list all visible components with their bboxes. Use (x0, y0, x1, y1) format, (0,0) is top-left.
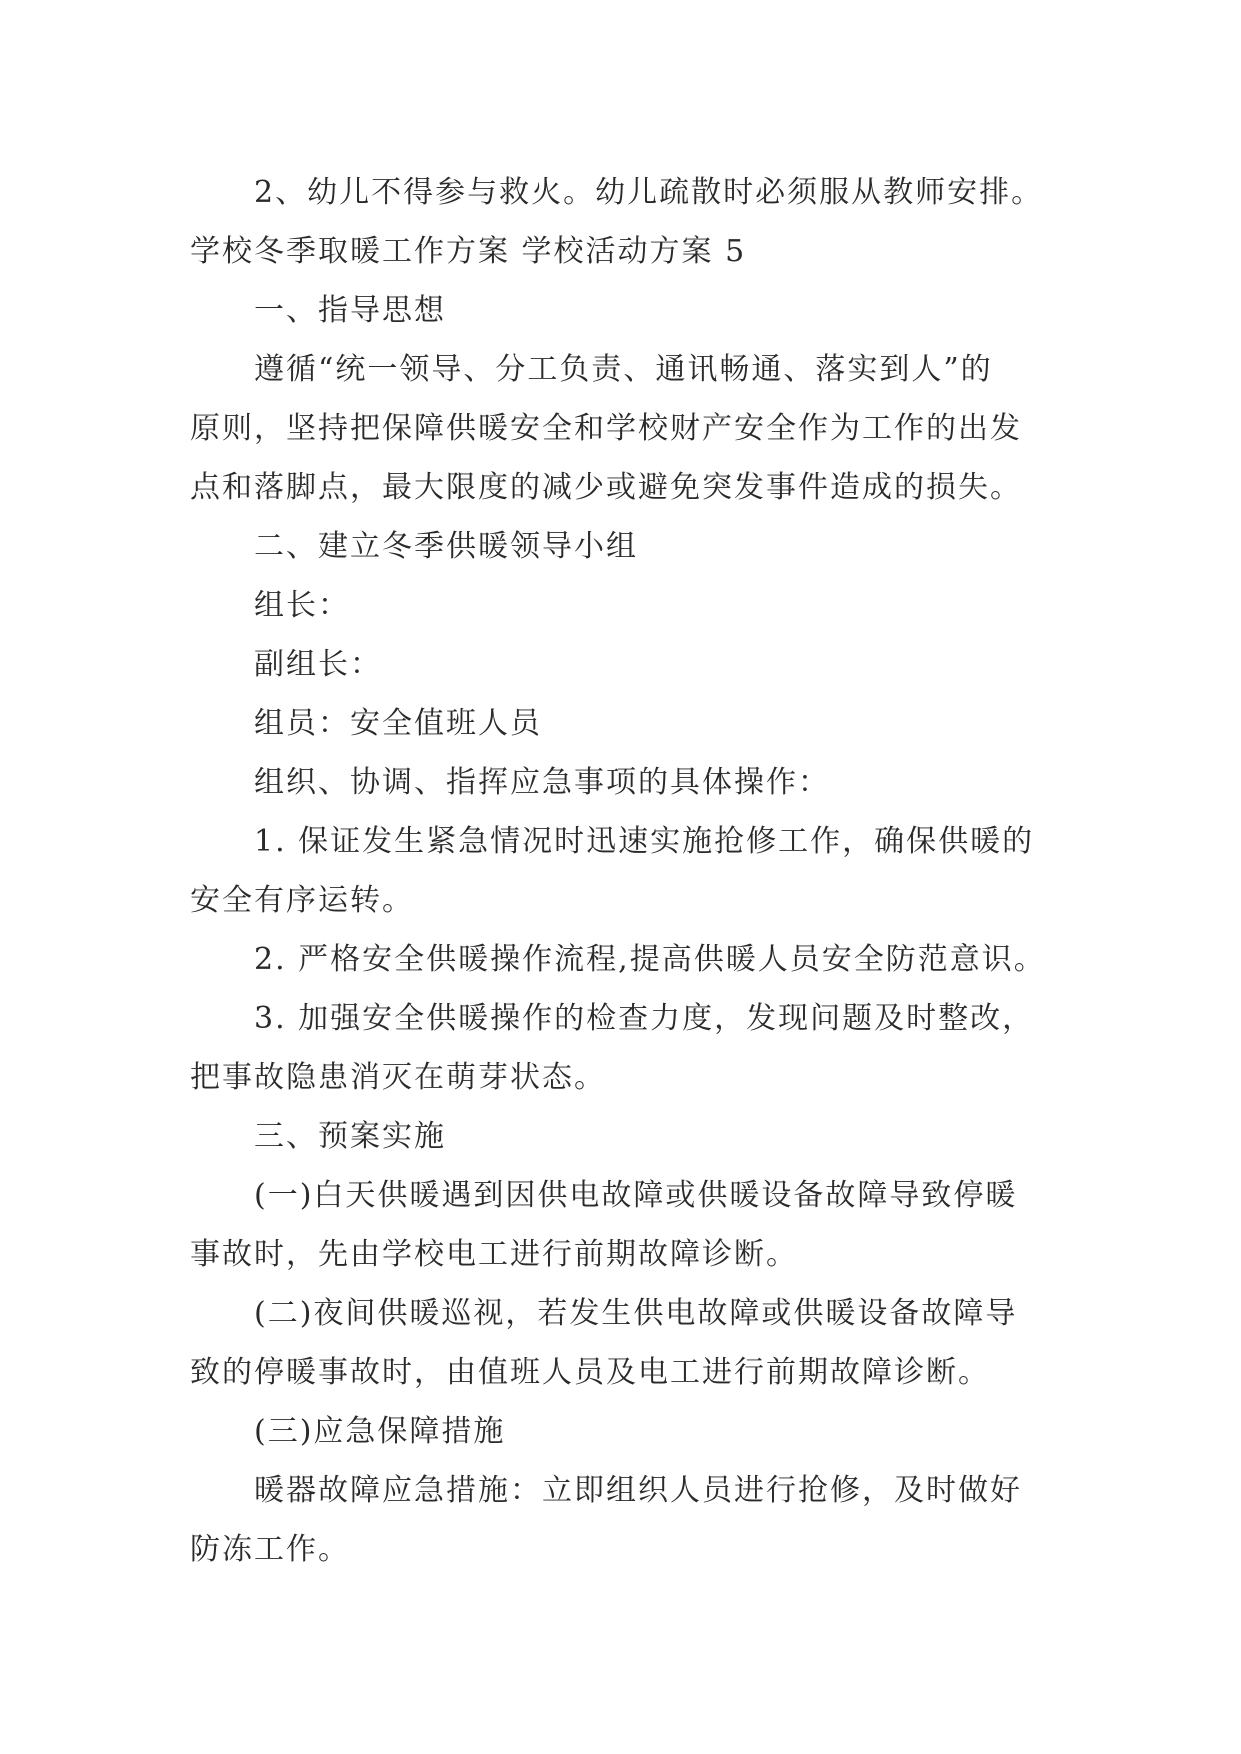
paragraph-line: 遵循“统一领导、分工负责、通讯畅通、落实到人”的 (254, 352, 993, 387)
group-leader-line: 组长： (254, 588, 350, 623)
list-item: 1. 保证发生紧急情况时迅速实施抢修工作，确保供暖的 (254, 824, 1035, 859)
list-item: 3. 加强安全供暖操作的检查力度，发现问题及时整改， (254, 1001, 1035, 1036)
paragraph-line: 事故时，先由学校电工进行前期故障诊断。 (190, 1237, 798, 1272)
paragraph-line: 暖器故障应急措施：立即组织人员进行抢修，及时做好 (254, 1473, 1022, 1508)
paragraph-line: (一)白天供暖遇到因供电故障或供暖设备故障导致停暖 (254, 1178, 1018, 1213)
list-item-continuation: 安全有序运转。 (190, 883, 414, 918)
paragraph-line: 点和落脚点，最大限度的减少或避免突发事件造成的损失。 (190, 470, 1022, 505)
deputy-leader-line: 副组长： (254, 647, 382, 682)
paragraph-line: 组织、协调、指挥应急事项的具体操作： (254, 765, 830, 800)
heading-plan-implementation: 三、预案实施 (254, 1119, 446, 1154)
list-item-continuation: 把事故隐患消灭在萌芽状态。 (190, 1060, 606, 1095)
paragraph-line: 防冻工作。 (190, 1532, 350, 1567)
paragraph-line: (二)夜间供暖巡视，若发生供电故障或供暖设备故障导 (254, 1296, 1018, 1331)
paragraph-line: 致的停暖事故时，由值班人员及电工进行前期故障诊断。 (190, 1355, 990, 1390)
paragraph-line: 原则，坚持把保障供暖安全和学校财产安全作为工作的出发 (190, 411, 1022, 446)
paragraph-line: 2、幼儿不得参与救火。幼儿疏散时必须服从教师安排。 (254, 175, 1044, 210)
document-body (190, 163, 1070, 1579)
subheading-emergency-measures: (三)应急保障措施 (254, 1414, 506, 1449)
list-item: 2. 严格安全供暖操作流程,提高供暖人员安全防范意识。 (254, 942, 1046, 977)
heading-guiding-thought: 一、指导思想 (254, 293, 446, 328)
section-title: 学校冬季取暖工作方案 学校活动方案 5 (190, 234, 747, 269)
heading-leadership-group: 二、建立冬季供暖领导小组 (254, 529, 638, 564)
group-members-line: 组员：安全值班人员 (254, 706, 542, 741)
